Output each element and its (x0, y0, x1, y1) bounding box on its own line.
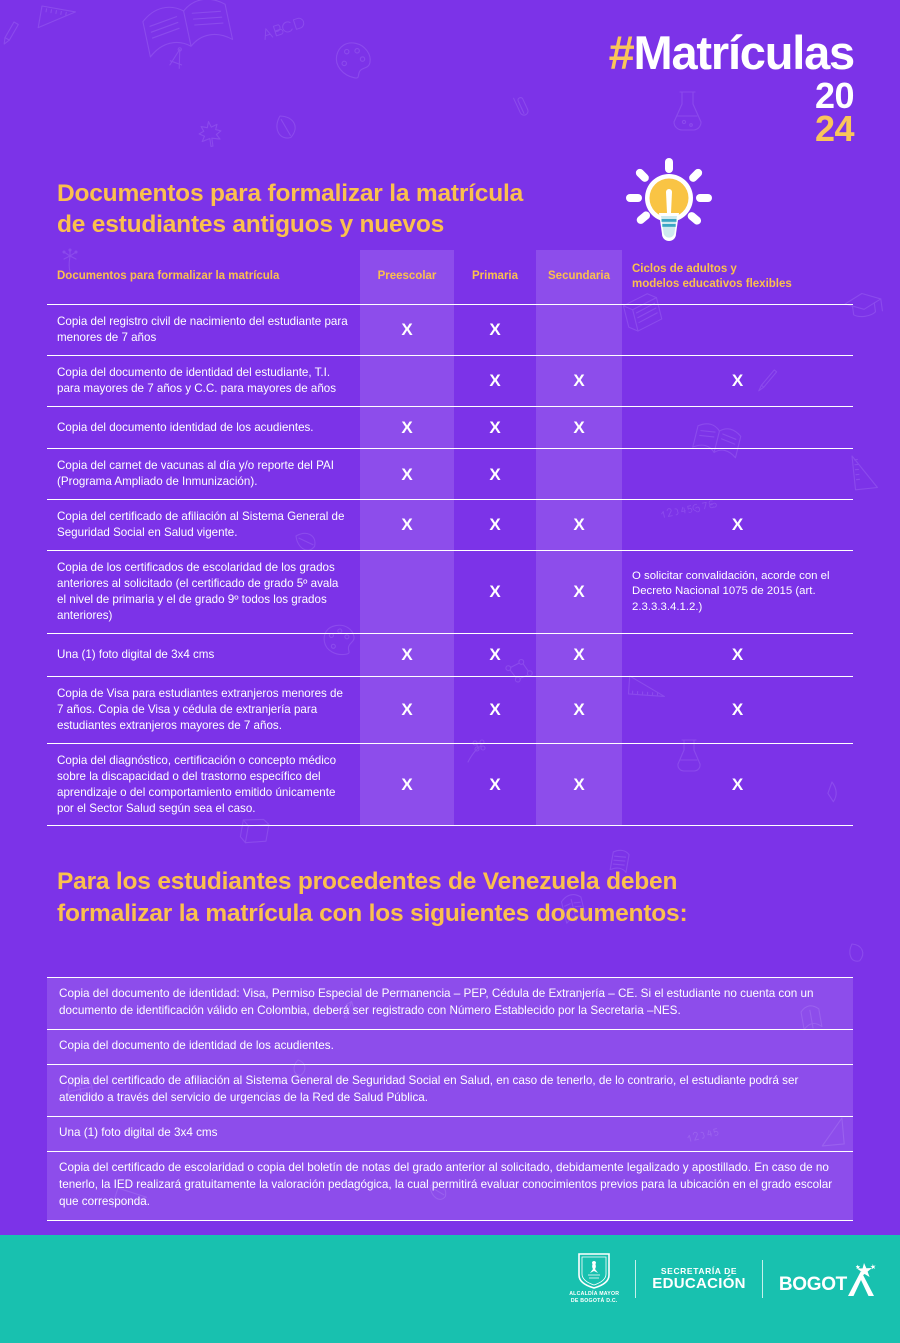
brand-year-top: 20 (814, 75, 854, 117)
row-document-label: Copia del carnet de vacunas al día y/o reporte del PAI (Programa Ampliado de Inmunización). (47, 449, 360, 500)
cell-secundaria (536, 551, 622, 634)
cell-preescolar (360, 406, 454, 448)
cell-ciclos (622, 406, 853, 448)
hero-header (0, 0, 900, 250)
table-row (47, 304, 853, 355)
alcaldia-line-2: DE BOGOTÁ D.C. (570, 1298, 618, 1304)
venezuela-title-line-2: formalizar la matrícula con los siguientes documentos: (57, 899, 688, 927)
footer-logos (569, 1253, 876, 1305)
cell-secundaria (536, 634, 622, 676)
cell-preescolar (360, 743, 454, 826)
table-row (47, 449, 853, 500)
bogota-logo (779, 1263, 876, 1296)
page-title (57, 178, 637, 241)
cell-primaria (454, 449, 536, 500)
brand-word: Matrículas (633, 26, 854, 79)
alcaldia-logo-text (569, 1291, 619, 1305)
page-title-line-1: Documentos para formalizar la matrícula (57, 180, 524, 207)
cell-primaria (454, 743, 536, 826)
check-mark: X (401, 774, 413, 794)
cell-ciclos (622, 449, 853, 500)
table-header (47, 250, 853, 304)
cell-primaria (454, 551, 536, 634)
footer-divider-1 (635, 1260, 636, 1298)
table-row (47, 500, 853, 551)
table-row (47, 676, 853, 743)
cell-primaria (454, 355, 536, 406)
cell-ciclos (622, 355, 853, 406)
bogota-crest-icon (577, 1253, 611, 1289)
requirements-table-container (47, 250, 853, 826)
list-item: Copia del certificado de escolaridad o copia del boletín de notas del grado anterior al solicitado, debidamente legalizado y apostillado. En caso de no tenerlo, la IED realizará gratuitamente la valoración pedagógica, la cual permitirá evaluar conocimientos previos para la ubicación en el grado escolar que corresponda. (47, 1151, 853, 1221)
row-document-label: Copia de Visa para estudiantes extranjeros menores de 7 años. Copia de Visa y cédula de extranjería para estudiantes extranjeros mayores de 7 años. (47, 676, 360, 743)
check-mark: X (731, 645, 744, 665)
check-mark: X (489, 371, 501, 391)
check-mark: X (401, 320, 413, 340)
cell-secundaria (536, 304, 622, 355)
check-mark: X (401, 464, 413, 484)
check-mark: X (573, 774, 585, 794)
venezuela-section-title (57, 866, 817, 929)
row-document-label: Copia de los certificados de escolaridad de los grados anteriores al solicitado (el certificado de grado 5º avala el nivel de primaria y el de grado 9º todos los grados anteriores) (47, 551, 360, 634)
check-mark: X (401, 699, 413, 719)
cell-secundaria (536, 355, 622, 406)
secretaria-line-1: SECRETARÍA DE (660, 1265, 738, 1276)
requirements-table (47, 250, 853, 826)
row-document-label: Una (1) foto digital de 3x4 cms (47, 634, 360, 676)
bogota-logo-text: BOGOT (778, 1273, 847, 1295)
list-item: Copia del certificado de afiliación al Sistema General de Seguridad Social en Salud, en caso de tenerlo, de lo contrario, el estudiante podrá ser atendido a través del servicio de urgencias de la Red de Salud Pública. (47, 1064, 853, 1116)
table-row (47, 551, 853, 634)
check-mark: X (489, 464, 501, 484)
column-header-ciclos-line-1: Ciclos de adultos y (632, 263, 737, 275)
check-mark: X (489, 699, 501, 719)
venezuela-title-line-1: Para los estudiantes procedentes de Venezuela deben (57, 868, 678, 896)
cell-secundaria (536, 449, 622, 500)
brand-year-bottom: 24 (814, 107, 854, 149)
brand-title (608, 26, 854, 79)
cell-preescolar (360, 634, 454, 676)
cell-ciclos (622, 304, 853, 355)
check-mark: X (731, 774, 744, 794)
column-header-ciclos-line-2: modelos educativos flexibles (632, 277, 792, 290)
check-mark: X (401, 515, 413, 535)
table-row (47, 634, 853, 676)
cell-primaria (454, 500, 536, 551)
check-mark: X (489, 774, 501, 794)
check-mark: X (489, 515, 501, 535)
column-header-ciclos (622, 250, 853, 304)
table-header-row (47, 250, 853, 304)
cell-preescolar (360, 449, 454, 500)
check-mark: X (489, 582, 501, 602)
row-document-label: Copia del diagnóstico, certificación o concepto médico sobre la discapacidad o del trastorno específico del aprendizaje o del comportamiento emitido únicamente por el Sector Salud según sea el caso. (47, 743, 360, 826)
cell-preescolar (360, 551, 454, 634)
cell-primaria (454, 304, 536, 355)
page-title-line-2: de estudiantes antiguos y nuevos (57, 211, 445, 239)
alcaldia-logo (569, 1253, 619, 1305)
check-mark: X (489, 320, 501, 340)
check-mark: X (731, 699, 744, 719)
list-item: Copia del documento de identidad: Visa, Permiso Especial de Permanencia – PEP, Cédula de Extranjería – CE. Si el estudiante no cuenta con un documento de identificación válido en Colombia, deberá ser registrado con Número Establecido por la Secretaria –NES. (47, 977, 853, 1029)
cell-ciclos-note: O solicitar convalidación, acorde con el Decreto Nacional 1075 de 2015 (art. 2.3.3.3.4.1.2.) (622, 551, 853, 634)
cell-secundaria (536, 406, 622, 448)
campaign-brand (608, 26, 854, 149)
secretaria-educacion-logo (652, 1267, 746, 1292)
column-header-secundaria: Secundaria (548, 270, 610, 283)
hashtag-symbol: # (608, 26, 634, 79)
cell-primaria (454, 634, 536, 676)
check-mark: X (401, 645, 413, 665)
table-row (47, 743, 853, 826)
cell-ciclos (622, 743, 853, 826)
cell-ciclos (622, 634, 853, 676)
check-mark: X (731, 515, 744, 535)
alcaldia-line-1: ALCALDÍA MAYOR (569, 1291, 620, 1298)
column-header-primaria: Primaria (471, 270, 519, 283)
cell-secundaria (536, 743, 622, 826)
column-header-preescolar: Preescolar (377, 270, 437, 283)
check-mark: X (489, 645, 501, 665)
cell-preescolar (360, 676, 454, 743)
check-mark: X (573, 645, 585, 665)
row-document-label: Copia del registro civil de nacimiento del estudiante para menores de 7 años (47, 304, 360, 355)
cell-primaria (454, 676, 536, 743)
check-mark: X (401, 417, 413, 437)
row-document-label: Copia del certificado de afiliación al Sistema General de Seguridad Social en Salud vigente. (47, 500, 360, 551)
list-item: Una (1) foto digital de 3x4 cms (47, 1116, 853, 1151)
cell-ciclos (622, 676, 853, 743)
table-row (47, 355, 853, 406)
venezuela-document-list (47, 977, 853, 1221)
row-document-label: Copia del documento identidad de los acudientes. (47, 406, 360, 448)
bogota-star-icon (846, 1263, 876, 1297)
cell-preescolar (360, 355, 454, 406)
column-header-documentos: Documentos para formalizar la matrícula (57, 270, 280, 283)
cell-primaria (454, 406, 536, 448)
table-row (47, 406, 853, 448)
cell-preescolar (360, 304, 454, 355)
footer-divider-2 (762, 1260, 763, 1298)
cell-ciclos (622, 500, 853, 551)
cell-preescolar (360, 500, 454, 551)
check-mark: X (573, 582, 585, 602)
lightbulb-icon (626, 158, 712, 248)
cell-secundaria (536, 676, 622, 743)
check-mark: X (573, 417, 585, 437)
check-mark: X (573, 371, 585, 391)
list-item: Copia del documento de identidad de los acudientes. (47, 1029, 853, 1064)
check-mark: X (573, 699, 585, 719)
footer-bar (0, 1235, 900, 1343)
cell-secundaria (536, 500, 622, 551)
row-document-label: Copia del documento de identidad del estudiante, T.I. para mayores de 7 años y C.C. para mayores de años (47, 355, 360, 406)
check-mark: X (731, 371, 744, 391)
secretaria-line-2: EDUCACIÓN (652, 1274, 746, 1292)
table-body (47, 304, 853, 826)
check-mark: X (489, 417, 501, 437)
check-mark: X (573, 515, 585, 535)
